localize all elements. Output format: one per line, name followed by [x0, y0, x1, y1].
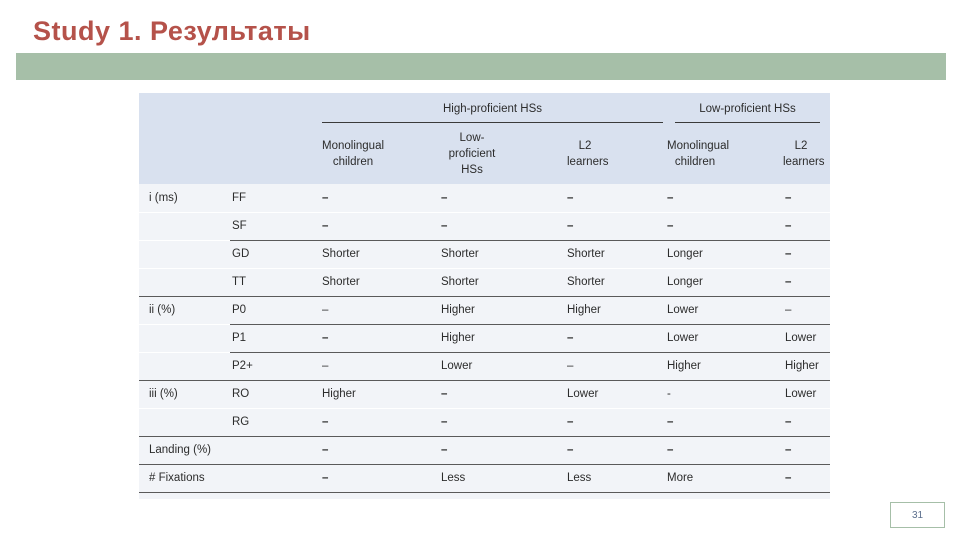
table-cell: – [439, 380, 565, 408]
row-measure: P1 [230, 324, 320, 352]
table-cell: – [565, 436, 665, 464]
row-category: # Fixations [139, 464, 320, 492]
results-table [139, 93, 830, 493]
table-cell: Shorter [320, 268, 439, 296]
title-accent-bar [16, 53, 946, 80]
table-cell: – [783, 296, 830, 324]
row-measure: P2+ [230, 352, 320, 380]
row-measure: RO [230, 380, 320, 408]
table-cell: – [565, 408, 665, 436]
row-category: iii (%) [139, 380, 230, 408]
table-cell: – [565, 212, 665, 240]
results-table-container [139, 93, 830, 499]
table-cell: Higher [439, 296, 565, 324]
table-cell: – [783, 408, 830, 436]
table-cell: Shorter [565, 268, 665, 296]
row-measure: GD [230, 240, 320, 268]
table-cell: – [320, 436, 439, 464]
table-row [139, 380, 830, 408]
column-header: Monolingual children [320, 127, 439, 184]
row-measure: RG [230, 408, 320, 436]
table-row [139, 436, 830, 464]
column-header: L2 learners [783, 127, 830, 184]
table-row [139, 324, 830, 352]
table-cell: – [320, 464, 439, 492]
table-row [139, 408, 830, 436]
header-empty [139, 93, 230, 127]
table-cell: Shorter [320, 240, 439, 268]
table-cell: – [783, 436, 830, 464]
row-category [139, 324, 230, 352]
row-measure: P0 [230, 296, 320, 324]
table-cell: – [320, 184, 439, 212]
header-empty [230, 93, 320, 127]
table-cell: Higher [783, 352, 830, 380]
table-cell: Lower [783, 324, 830, 352]
table-cell: Longer [665, 240, 783, 268]
table-cell: – [665, 212, 783, 240]
table-row [139, 268, 830, 296]
table-cell: - [665, 380, 783, 408]
table-row [139, 296, 830, 324]
table-cell: – [439, 184, 565, 212]
table-cell: – [320, 408, 439, 436]
table-cell: Lower [665, 324, 783, 352]
table-cell: – [320, 324, 439, 352]
table-row [139, 464, 830, 492]
table-row [139, 240, 830, 268]
row-category: i (ms) [139, 184, 230, 212]
row-category [139, 268, 230, 296]
table-cell: Lower [439, 352, 565, 380]
row-measure: TT [230, 268, 320, 296]
group-underline [322, 122, 663, 123]
table-cell: – [439, 436, 565, 464]
column-header: L2 learners [565, 127, 665, 184]
row-category [139, 352, 230, 380]
table-cell: Higher [439, 324, 565, 352]
table-cell: – [783, 184, 830, 212]
row-category [139, 212, 230, 240]
group-header-label: Low-proficient HSs [699, 102, 796, 115]
table-cell: More [665, 464, 783, 492]
table-cell: Shorter [439, 268, 565, 296]
table-cell: Longer [665, 268, 783, 296]
table-cell: – [783, 240, 830, 268]
header-empty [139, 127, 230, 184]
row-category [139, 408, 230, 436]
table-cell: – [783, 212, 830, 240]
table-row [139, 212, 830, 240]
table-cell: Lower [565, 380, 665, 408]
table-cell: Higher [320, 380, 439, 408]
table-cell: – [439, 212, 565, 240]
group-header-label: High-proficient HSs [442, 102, 543, 115]
table-cell: – [783, 268, 830, 296]
slide-title: Study 1. Результаты [33, 16, 311, 46]
table-cell: – [439, 408, 565, 436]
table-cell: Higher [565, 296, 665, 324]
table-cell: – [320, 352, 439, 380]
column-header: Monolingual children [665, 127, 783, 184]
row-category: Landing (%) [139, 436, 320, 464]
table-row [139, 184, 830, 212]
table-cell: Lower [665, 296, 783, 324]
table-cell: – [565, 324, 665, 352]
table-cell: – [783, 464, 830, 492]
table-cell: Higher [665, 352, 783, 380]
table-cell: – [565, 184, 665, 212]
table-cell: – [665, 184, 783, 212]
group-header-high [320, 93, 665, 127]
table-cell: Shorter [565, 240, 665, 268]
table-cell: Less [439, 464, 565, 492]
table-cell: – [320, 296, 439, 324]
table-cell: – [665, 436, 783, 464]
row-measure: SF [230, 212, 320, 240]
table-cell: Shorter [439, 240, 565, 268]
table-cell: – [565, 352, 665, 380]
page-number: 31 [890, 502, 945, 528]
table-cell: Lower [783, 380, 830, 408]
row-category [139, 240, 230, 268]
table-row [139, 352, 830, 380]
header-empty [230, 127, 320, 184]
group-header-low [665, 93, 830, 127]
table-cell: – [320, 212, 439, 240]
table-cell: Less [565, 464, 665, 492]
column-header: Low-proficient HSs [439, 127, 565, 184]
group-underline [675, 122, 820, 123]
row-measure: FF [230, 184, 320, 212]
table-cell: – [665, 408, 783, 436]
row-category: ii (%) [139, 296, 230, 324]
